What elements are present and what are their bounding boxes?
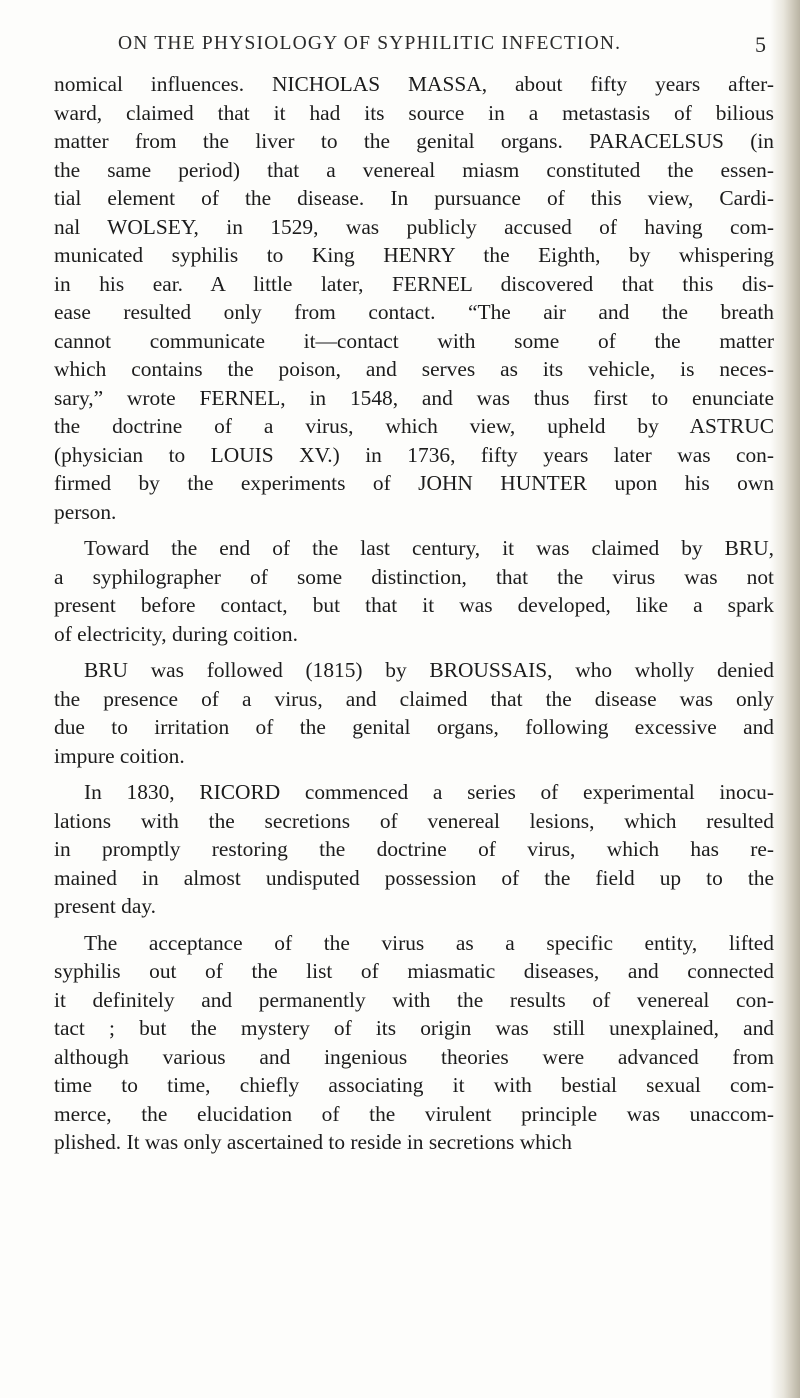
text-line: nal WOLSEY, in 1529, was publicly accused of having com- bbox=[54, 214, 774, 239]
text-line: impure coition. bbox=[54, 743, 185, 768]
text-line: The acceptance of the virus as a specific entity, lifted bbox=[84, 930, 774, 955]
text-line: in promptly restoring the doctrine of virus, which has re- bbox=[54, 837, 774, 861]
page-number: 5 bbox=[755, 32, 766, 57]
text-line: sary,” wrote FERNEL, in 1548, and was thus first to enunciate bbox=[54, 385, 774, 410]
text-line: of electricity, during coition. bbox=[54, 621, 298, 646]
text-line: cannot communicate it—contact with some of the matter bbox=[54, 328, 774, 353]
text-line: a syphilographer of some distinction, that the virus was not bbox=[54, 564, 774, 589]
body-text bbox=[54, 70, 774, 1157]
text-line: nomical influences. NICHOLAS MASSA, about fifty years after- bbox=[54, 72, 774, 96]
paragraph bbox=[54, 70, 774, 526]
paragraph bbox=[54, 534, 774, 648]
running-head-title: ON THE PHYSIOLOGY OF SYPHILITIC INFECTION. bbox=[118, 33, 622, 54]
text-line: lations with the secretions of venereal lesions, which resulted bbox=[54, 808, 774, 833]
text-line: although various and ingenious theories were advanced from bbox=[54, 1044, 774, 1069]
text-line: which contains the poison, and serves as its vehicle, is neces- bbox=[54, 357, 774, 381]
text-line: the doctrine of a virus, which view, upheld by ASTRUC bbox=[54, 414, 774, 438]
text-line: municated syphilis to King HENRY the Eighth, by whispering bbox=[54, 243, 774, 267]
text-line: In 1830, RICORD commenced a series of experimental inocu- bbox=[84, 780, 774, 804]
text-line: it definitely and permanently with the results of venereal con- bbox=[54, 987, 774, 1012]
text-line: ease resulted only from contact. “The air and the breath bbox=[54, 300, 774, 324]
text-line: present before contact, but that it was developed, like a spark bbox=[54, 593, 774, 617]
text-line: mained in almost undisputed possession of the field up to the bbox=[54, 865, 774, 890]
text-line: present day. bbox=[54, 894, 156, 918]
text-line: syphilis out of the list of miasmatic diseases, and connected bbox=[54, 959, 774, 983]
text-line: (physician to LOUIS XV.) in 1736, fifty years later was con- bbox=[54, 442, 774, 467]
running-head bbox=[118, 33, 776, 59]
paragraph bbox=[54, 929, 774, 1157]
text-line: Toward the end of the last century, it was claimed by BRU, bbox=[84, 536, 774, 560]
page-edge-shadow bbox=[770, 0, 800, 1398]
text-line: the presence of a virus, and claimed that the disease was only bbox=[54, 686, 774, 711]
paragraph bbox=[54, 778, 774, 921]
text-line: firmed by the experiments of JOHN HUNTER upon his own bbox=[54, 471, 774, 495]
text-line: matter from the liver to the genital organs. PARACELSUS (in bbox=[54, 129, 774, 153]
text-line: due to irritation of the genital organs, following excessive and bbox=[54, 715, 774, 739]
text-line: plished. It was only ascertained to reside in secretions which bbox=[54, 1130, 572, 1154]
text-line: tial element of the disease. In pursuance of this view, Cardi- bbox=[54, 186, 774, 210]
text-line: person. bbox=[54, 499, 117, 524]
text-line: the same period) that a venereal miasm constituted the essen- bbox=[54, 157, 774, 182]
text-line: BRU was followed (1815) by BROUSSAIS, who wholly denied bbox=[84, 658, 774, 682]
text-line: time to time, chiefly associating it with bestial sexual com- bbox=[54, 1073, 774, 1097]
text-line: tact ; but the mystery of its origin was still unexplained, and bbox=[54, 1016, 774, 1040]
paragraph bbox=[54, 656, 774, 770]
text-line: ward, claimed that it had its source in a metastasis of bilious bbox=[54, 100, 774, 125]
text-line: merce, the elucidation of the virulent principle was unaccom- bbox=[54, 1101, 774, 1126]
text-line: in his ear. A little later, FERNEL discovered that this dis- bbox=[54, 271, 774, 296]
